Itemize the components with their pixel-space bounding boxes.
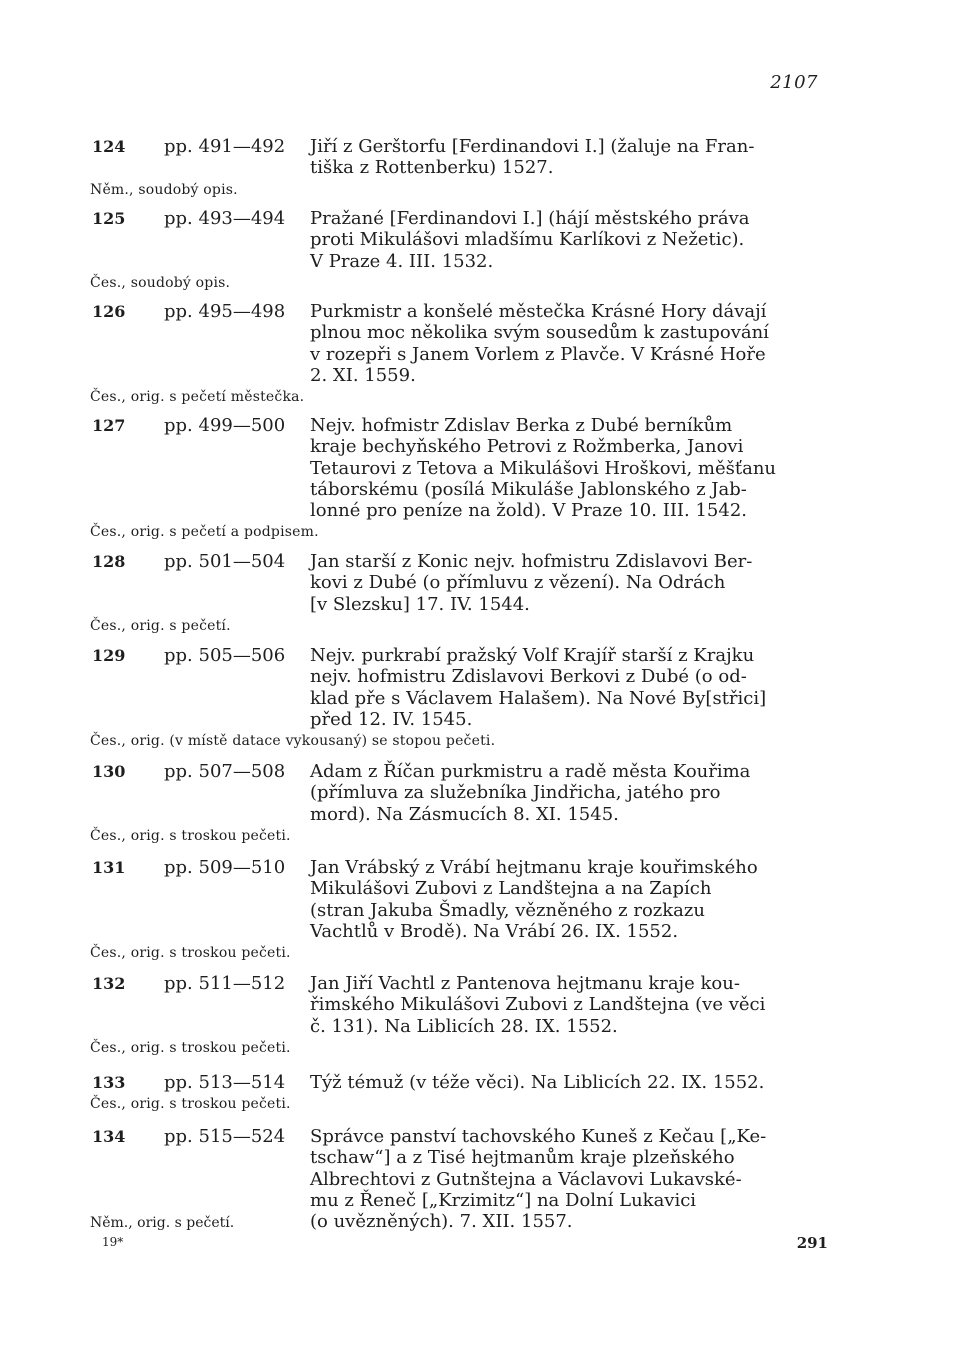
entry-number: 129 — [92, 646, 126, 665]
entry-text: Adam z Říčan purkmistru a radě města Kouřima (přímluva za služebníka Jindřicha, jatého pro mord). Na Zásmucích 8. XI. 1545. — [310, 761, 751, 825]
entry-pages: pp. 499—500 — [164, 415, 286, 436]
entry-number: 134 — [92, 1127, 126, 1146]
entry-text: Správce panství tachovského Kuneš z Kečau [„Ke- tschaw“] a z Tisé hejtmanům kraje plzeňského Albrechtovi z Gutnštejna a Václavovi Lukavské- mu z Řeneč [„Krzimitz“] na Dolní Lukavici (o uvězněných). 7. XII. 1557. — [310, 1126, 767, 1233]
entry-text: Pražané [Ferdinandovi I.] (hájí městského práva proti Mikulášovi mladšímu Karlíkovi z Nežetic). V Praze 4. III. 1532. — [310, 208, 750, 272]
entry-number: 131 — [92, 858, 126, 877]
entry-text: Purkmistr a konšelé městečka Krásné Hory dávají plnou moc několika svým sousedům k zastupování v rozepři s Janem Vorlem z Plavče. V Krásné Hoře 2. XI. 1559. — [310, 301, 769, 386]
entry-text: Jan starší z Konic nejv. hofmistru Zdislavovi Ber- kovi z Dubé (o přímluvu z vězení). Na Odrách [v Slezsku] 17. IV. 1544. — [310, 551, 753, 615]
entry-note: Čes., soudobý opis. — [90, 274, 231, 291]
entry-pages: pp. 511—512 — [164, 973, 286, 994]
entry-130 — [90, 761, 830, 845]
entry-text: Jan Jiří Vachtl z Pantenova hejtmanu kraje kou- řimského Mikulášovi Zubovi z Landštejna (ve věci č. 131). Na Liblicích 28. IX. 1552. — [310, 973, 766, 1037]
entry-note: Čes., orig. s pečetí městečka. — [90, 389, 305, 406]
entry-note: Čes., orig. s troskou pečeti. — [90, 1096, 291, 1113]
entry-note: Čes., orig. s pečetí a podpisem. — [90, 524, 319, 541]
entry-124 — [90, 136, 830, 199]
entry-note: Čes., orig. s pečetí. — [90, 617, 231, 634]
entry-text: Jiří z Gerštorfu [Ferdinandovi I.] (žaluje na Fran- tiška z Rottenberku) 1527. — [310, 136, 755, 179]
entry-134 — [90, 1126, 830, 1232]
entry-note: Něm., orig. s pečetí. — [90, 1215, 235, 1232]
entry-pages: pp. 495—498 — [164, 301, 286, 322]
entry-number: 126 — [92, 302, 126, 321]
entry-pages: pp. 491—492 — [164, 136, 286, 157]
entry-pages: pp. 493—494 — [164, 208, 286, 229]
entry-pages: pp. 505—506 — [164, 645, 286, 666]
entry-note: Čes., orig. (v místě datace vykousaný) se stopou pečeti. — [90, 733, 496, 750]
entry-note: Něm., soudobý opis. — [90, 181, 238, 198]
entry-131 — [90, 857, 830, 962]
entry-number: 125 — [92, 209, 126, 228]
entry-pages: pp. 507—508 — [164, 761, 286, 782]
entry-text: Nejv. purkrabí pražský Volf Krajíř starší z Krajku nejv. hofmistru Zdislavovi Berkovi z Dubé (o od- klad pře s Václavem Halašem). Na Nové By[střici] před 12. IV. 1545. — [310, 645, 767, 730]
entry-pages: pp. 509—510 — [164, 857, 286, 878]
signature-mark: 19* — [102, 1235, 124, 1249]
entry-pages: pp. 513—514 — [164, 1072, 286, 1093]
entry-number: 128 — [92, 552, 126, 571]
entry-note: Čes., orig. s troskou pečeti. — [90, 945, 291, 962]
entry-pages: pp. 501—504 — [164, 551, 286, 572]
entry-number: 133 — [92, 1073, 126, 1092]
entry-number: 124 — [92, 137, 126, 156]
entry-text: Týž témuž (v téže věci). Na Liblicích 22. IX. 1552. — [310, 1072, 765, 1093]
entry-127 — [90, 415, 830, 541]
entry-note: Čes., orig. s troskou pečeti. — [90, 827, 291, 844]
entry-number: 130 — [92, 762, 126, 781]
entry-125 — [90, 208, 830, 292]
entry-132 — [90, 973, 830, 1057]
entry-pages: pp. 515—524 — [164, 1126, 286, 1147]
entry-number: 127 — [92, 416, 126, 435]
entry-128 — [90, 551, 830, 635]
entry-129 — [90, 645, 830, 750]
entry-133 — [90, 1072, 830, 1113]
entry-126 — [90, 301, 830, 406]
entry-note: Čes., orig. s troskou pečeti. — [90, 1039, 291, 1056]
page-number-top: 2107 — [770, 72, 818, 93]
entry-number: 132 — [92, 974, 126, 993]
entry-text: Jan Vrábský z Vrábí hejtmanu kraje kouřimského Mikulášovi Zubovi z Landštejna a na Zapích (stran Jakuba Šmadly, vězněného z rozkazu Vachtlů v Brodě). Na Vrábí 26. IX. 1552. — [310, 857, 758, 942]
entry-text: Nejv. hofmistr Zdislav Berka z Dubé berníkům kraje bechyňského Petrovi z Rožmberka, Janovi Tetaurovi z Tetova a Mikulášovi Hroškovi, měšťanu táborskému (posílá Mikuláše Jablonského z Jab- lonné pro peníze na žold). V Praze 10. III. 1542. — [310, 415, 777, 522]
page-number-bottom: 291 — [796, 1234, 828, 1252]
